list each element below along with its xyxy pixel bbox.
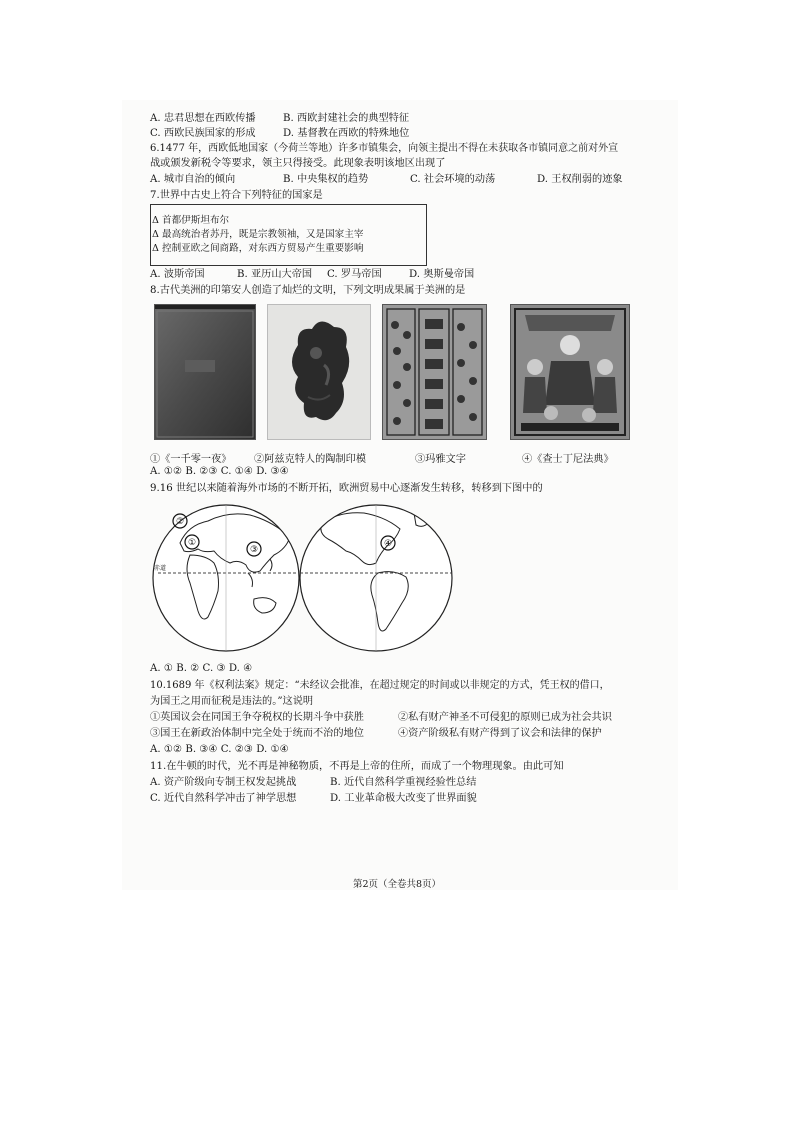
q6-stem-line1: 6.1477 年，西欧低地国家（今荷兰等地）许多市镇集会，向领主提出不得在未获取各市镇同意之前对外宣 [150, 143, 619, 154]
q7-feature-1: Δ 首都伊斯坦布尔 [152, 215, 230, 226]
q7-option-c: C. 罗马帝国 [327, 269, 382, 280]
q8-caption-3: ③玛雅文字 [415, 454, 466, 465]
marker-4-label: ④ [383, 539, 393, 549]
q7-feature-2: Δ 最高统治者苏丹，既是宗教领袖，又是国家主宰 [152, 229, 364, 240]
q11-option-a: A. 资产阶级向专制王权发起挑战 [150, 777, 297, 788]
world-map [150, 503, 456, 653]
q5-option-a: A. 忠君思想在西欧传播 [150, 113, 256, 124]
book-image [154, 304, 256, 440]
marker-1-label: ① [187, 538, 197, 548]
q6-stem-line2: 战或颁发新税令等要求，领主只得接受。此现象表明该地区出现了 [150, 158, 446, 169]
q10-stem-line1: 10.1689 年《权利法案》规定：“未经议会批准，在超过规定的时间或以非规定的方式，凭王权的借口， [150, 680, 610, 691]
q10-statement-4: ④资产阶级私有财产得到了议会和法律的保护 [398, 728, 602, 739]
marker-2-label: ② [175, 517, 185, 527]
marker-3-label: ③ [249, 545, 259, 555]
page-footer: 第2页（全卷共8页） [352, 879, 442, 890]
maya-script-image [382, 304, 487, 440]
q9-stem: 9.16 世纪以来随着海外市场的不断开拓，欧洲贸易中心逐渐发生转移，转移到下图中的 [150, 483, 543, 494]
q8-caption-2: ②阿兹克特人的陶制印模 [254, 454, 367, 465]
q5-option-b: B. 西欧封建社会的典型特征 [283, 113, 410, 124]
q7-stem: 7.世界中古史上符合下列特征的国家是 [150, 190, 323, 201]
q11-option-b: B. 近代自然科学重视经验性总结 [330, 777, 477, 788]
q7-option-b: B. 亚历山大帝国 [237, 269, 313, 280]
justinian-code-image [510, 304, 630, 440]
pottery-seal-image [267, 304, 371, 440]
q5-option-d: D. 基督教在西欧的特殊地位 [283, 128, 410, 139]
q8-caption-1: ①《一千零一夜》 [150, 454, 232, 465]
q6-option-b: B. 中央集权的趋势 [283, 174, 369, 185]
q6-option-d: D. 王权削弱的迹象 [537, 174, 623, 185]
q11-stem: 11.在牛顿的时代，光不再是神秘物质，不再是上帝的住所，而成了一个物理现象。由此可知 [150, 761, 564, 772]
q7-feature-3: Δ 控制亚欧之间商路，对东西方贸易产生重要影响 [152, 243, 364, 254]
equator-label: 赤道 [154, 565, 167, 572]
q10-options: A. ①② B. ③④ C. ②③ D. ①④ [150, 744, 289, 755]
q11-option-d: D. 工业革命极大改变了世界面貌 [330, 793, 477, 804]
q8-options: A. ①② B. ②③ C. ①④ D. ③④ [150, 466, 289, 477]
q8-stem: 8.古代美洲的印第安人创造了灿烂的文明，下列文明成果属于美洲的是 [150, 285, 466, 296]
q10-statement-1: ①英国议会在同国王争夺税权的长期斗争中获胜 [150, 712, 364, 723]
q10-stem-line2: 为国王之用而征税是违法的。”这说明 [150, 696, 314, 707]
q10-statement-2: ②私有财产神圣不可侵犯的原则已成为社会共识 [398, 712, 612, 723]
q10-statement-3: ③国王在新政治体制中完全处于统而不治的地位 [150, 728, 364, 739]
q11-option-c: C. 近代自然科学冲击了神学思想 [150, 793, 297, 804]
q9-options: A. ① B. ② C. ③ D. ④ [150, 663, 253, 674]
q6-option-c: C. 社会环境的动荡 [410, 174, 496, 185]
q7-option-a: A. 波斯帝国 [150, 269, 205, 280]
q8-caption-4: ④《查士丁尼法典》 [522, 454, 614, 465]
q6-option-a: A. 城市自治的倾向 [150, 174, 236, 185]
q5-option-c: C. 西欧民族国家的形成 [150, 128, 256, 139]
q7-option-d: D. 奥斯曼帝国 [409, 269, 475, 280]
